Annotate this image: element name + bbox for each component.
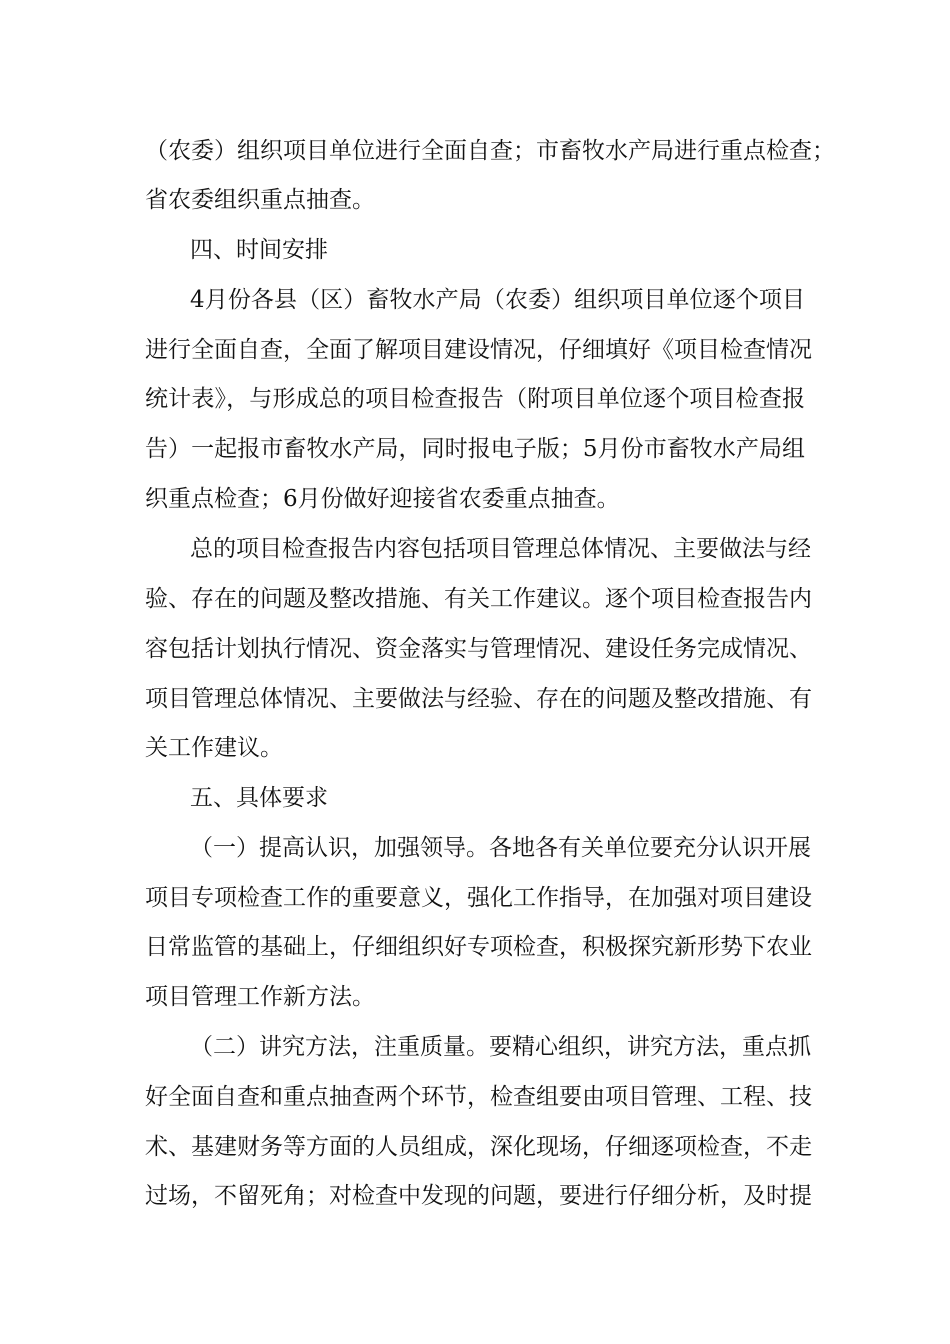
text-line: 织重点检查；6月份做好迎接省农委重点抽查。 bbox=[145, 486, 620, 512]
text-line: 关工作建议。 bbox=[145, 735, 283, 761]
text-line: 验、存在的问题及整改措施、有关工作建议。逐个项目检查报告内 bbox=[145, 586, 812, 612]
text-line: 总的项目检查报告内容包括项目管理总体情况、主要做法与经 bbox=[190, 536, 811, 562]
text-line: （农委）组织项目单位进行全面自查；市畜牧水产局进行重点检查； bbox=[145, 138, 835, 164]
text-line: 容包括计划执行情况、资金落实与管理情况、建设任务完成情况、 bbox=[145, 636, 812, 662]
text-line: （一）提高认识，加强领导。各地各有关单位要充分认识开展 bbox=[190, 835, 811, 861]
text-line: 日常监管的基础上，仔细组织好专项检查，积极探究新形势下农业 bbox=[145, 934, 812, 960]
text-line: 进行全面自查，全面了解项目建设情况，仔细填好《项目检查情况 bbox=[145, 337, 812, 363]
text-line: 统计表》，与形成总的项目检查报告（附项目单位逐个项目检查报 bbox=[145, 386, 805, 412]
text-line: 告）一起报市畜牧水产局，同时报电子版；5月份市畜牧水产局组 bbox=[145, 436, 805, 462]
text-line: 项目管理工作新方法。 bbox=[145, 984, 375, 1010]
text-line: （二）讲究方法，注重质量。要精心组织，讲究方法，重点抓 bbox=[190, 1034, 811, 1060]
text-line: 4月份各县（区）畜牧水产局（农委）组织项目单位逐个项目 bbox=[190, 287, 805, 313]
section-heading: 四、时间安排 bbox=[190, 237, 328, 263]
text-line: 过场，不留死角；对检查中发现的问题，要进行仔细分析，及时提 bbox=[145, 1183, 812, 1209]
text-line: 项目专项检查工作的重要意义，强化工作指导，在加强对项目建设 bbox=[145, 885, 812, 911]
text-line: 项目管理总体情况、主要做法与经验、存在的问题及整改措施、有 bbox=[145, 686, 812, 712]
text-line: 好全面自查和重点抽查两个环节，检查组要由项目管理、工程、技 bbox=[145, 1084, 812, 1110]
text-line: 省农委组织重点抽查。 bbox=[145, 187, 375, 213]
text-line: 术、基建财务等方面的人员组成，深化现场，仔细逐项检查，不走 bbox=[145, 1134, 812, 1160]
section-heading: 五、具体要求 bbox=[190, 785, 328, 811]
